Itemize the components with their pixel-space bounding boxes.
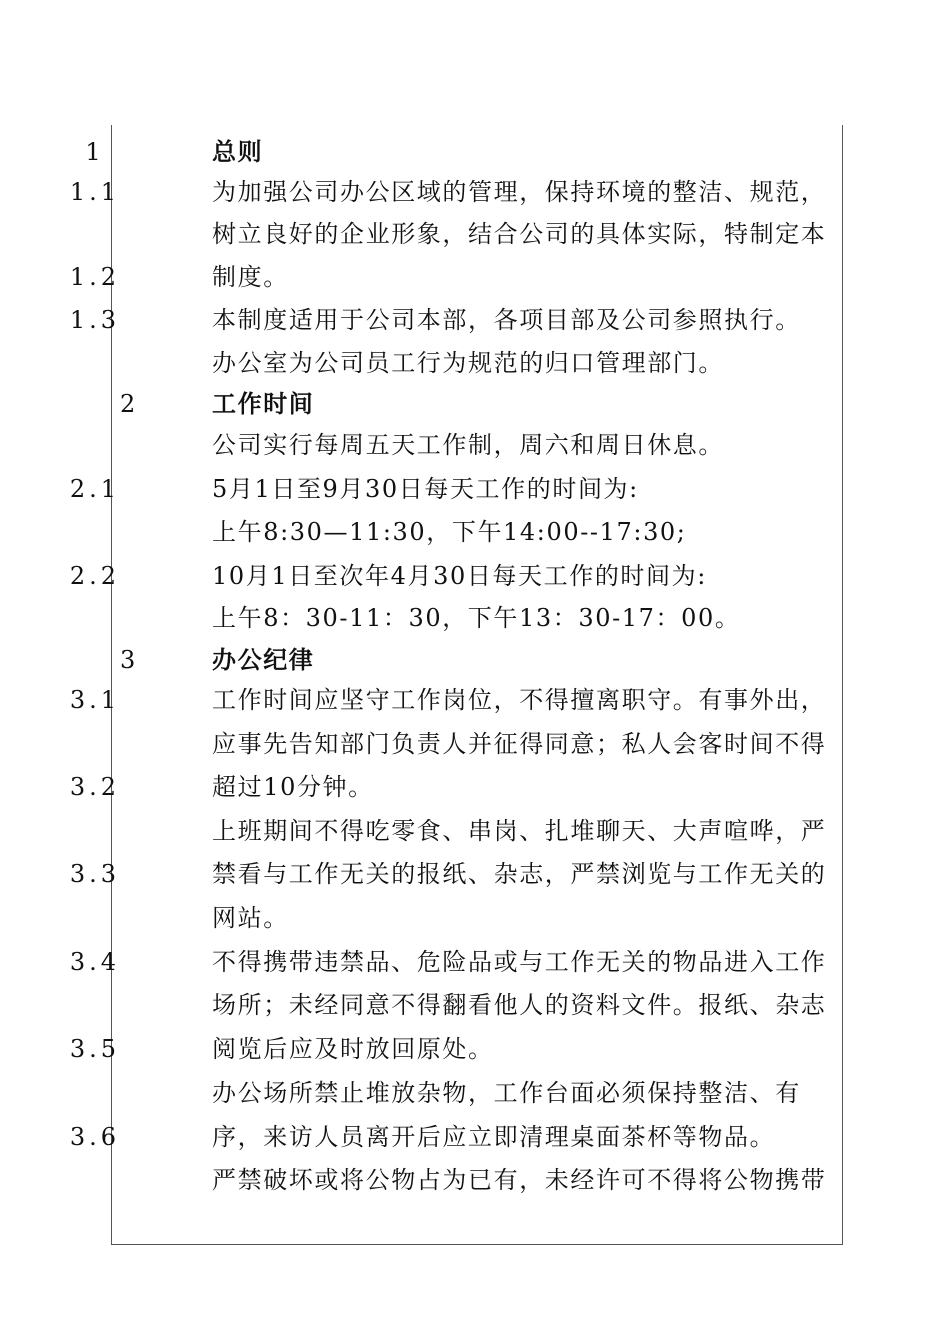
text-line: 应事先告知部门负责人并征得同意；私人会客时间不得 — [212, 730, 827, 758]
text-line: 不得携带违禁品、危险品或与工作无关的物品进入工作 — [212, 948, 827, 976]
section-number-2-1: 2.1 — [69, 475, 121, 503]
text-line: 阅览后应及时放回原处。 — [212, 1035, 494, 1063]
section-number-3-4: 3.4 — [69, 948, 121, 976]
section-number-2: 2 — [120, 390, 140, 418]
text-line: 5月1日至9月30日每天工作的时间为: — [212, 475, 639, 503]
section-number-3: 3 — [120, 646, 140, 674]
section-number-3-1: 3.1 — [69, 686, 121, 714]
text-line: 禁看与工作无关的报纸、杂志，严禁浏览与工作无关的 — [212, 860, 827, 888]
text-line: 上班期间不得吃零食、串岗、扎堆聊天、大声喧哗，严 — [212, 817, 827, 845]
text-line: 为加强公司办公区域的管理，保持环境的整洁、规范， — [212, 178, 827, 206]
section-heading-discipline: 办公纪律 — [212, 645, 315, 674]
text-line: 网站。 — [212, 904, 289, 932]
text-line: 10月1日至次年4月30日每天工作的时间为: — [212, 562, 707, 590]
text-line: 工作时间应坚守工作岗位，不得擅离职守。有事外出， — [212, 686, 827, 714]
section-number-1-3: 1.3 — [69, 306, 121, 334]
section-number-3-5: 3.5 — [69, 1035, 121, 1063]
text-line: 办公场所禁止堆放杂物，工作台面必须保持整洁、有 — [212, 1079, 801, 1107]
section-number-1-1: 1.1 — [69, 178, 121, 206]
text-line: 公司实行每周五天工作制，周六和周日休息。 — [212, 431, 724, 459]
section-number-2-2: 2.2 — [69, 562, 121, 590]
section-number-1-2: 1.2 — [69, 263, 121, 291]
text-line: 办公室为公司员工行为规范的归口管理部门。 — [212, 349, 724, 377]
section-number-3-6: 3.6 — [69, 1123, 121, 1151]
text-line: 场所；未经同意不得翻看他人的资料文件。报纸、杂志 — [212, 991, 827, 1019]
section-heading-general: 总则 — [212, 137, 264, 166]
text-line: 超过10分钟。 — [212, 773, 374, 801]
section-number-3-2: 3.2 — [69, 773, 121, 801]
text-line: 序，来访人员离开后应立即清理桌面茶杯等物品。 — [212, 1123, 776, 1151]
section-heading-work-hours: 工作时间 — [212, 389, 315, 418]
text-line: 树立良好的企业形象，结合公司的具体实际，特制定本 — [212, 220, 827, 248]
section-number-3-3: 3.3 — [69, 860, 121, 888]
text-line: 严禁破坏或将公物占为已有，未经许可不得将公物携带 — [212, 1166, 827, 1194]
text-line: 本制度适用于公司本部，各项目部及公司参照执行。 — [212, 306, 801, 334]
text-line: 上午8:30—11:30，下午14:00--17:30; — [212, 518, 687, 546]
text-line: 制度。 — [212, 263, 289, 291]
text-line: 上午8：30-11：30，下午13：30-17：00。 — [212, 604, 741, 632]
section-number-1: 1 — [85, 138, 105, 166]
